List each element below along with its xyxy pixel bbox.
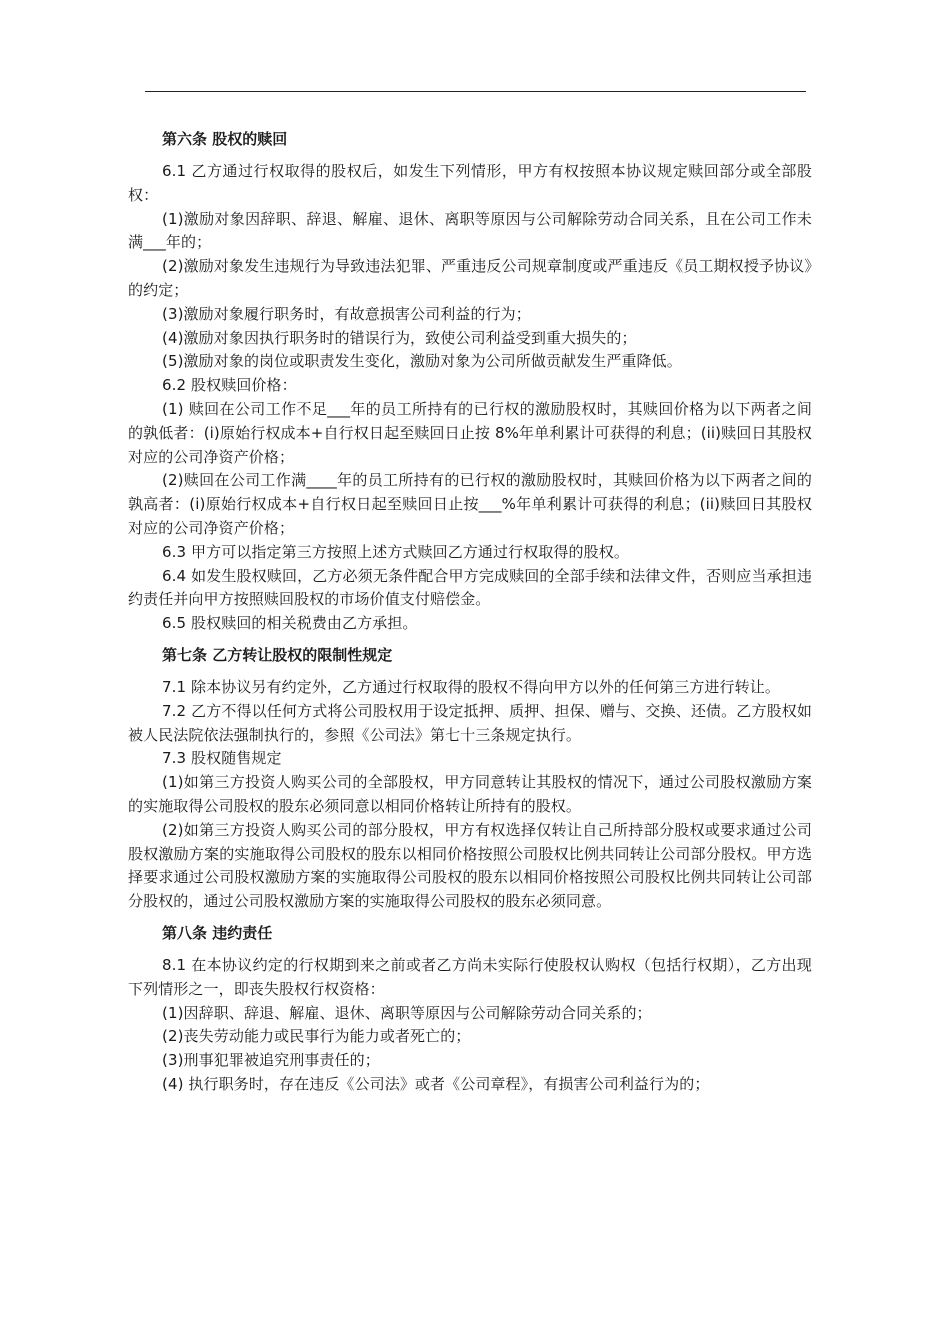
section-spacer	[128, 914, 812, 922]
section-heading: 第六条 股权的赎回	[162, 130, 288, 148]
section-spacer	[128, 636, 812, 644]
paragraph: 7.2 乙方不得以任何方式将公司股权用于设定抵押、质押、担保、赠与、交换、还债。乙方股权如被人民法院依法强制执行的，参照《公司法》第七十三条规定执行。	[128, 701, 812, 744]
paragraph: 7.3 股权随售规定	[162, 749, 282, 768]
paragraph: (2)激励对象发生违规行为导致违法犯罪、严重违反公司规章制度或严重违反《员工期权授予协议》的约定；	[128, 257, 812, 299]
paragraph: 8.1 在本协议约定的行权期到来之前或者乙方尚未实际行使股权认购权（包括行权期），乙方出现下列情形之一，即丧失股权行权资格：	[128, 955, 812, 998]
section-heading: 第七条 乙方转让股权的限制性规定	[162, 645, 393, 664]
paragraph: (4) 执行职务时，存在违反《公司法》或者《公司章程》，有损害公司利益行为的；	[162, 1074, 710, 1093]
paragraph: 6.5 股权赎回的相关税费由乙方承担。	[162, 614, 418, 633]
section-heading: 第八条 违约责任	[162, 923, 273, 942]
paragraph: 7.1 除本协议另有约定外，乙方通过行权取得的股权不得向甲方以外的任何第三方进行转让。	[162, 677, 780, 696]
paragraph: (2)如第三方投资人购买公司的部分股权，甲方有权选择仅转让自己所持部分股权或要求通过公司股权激励方案的实施取得公司股权的股东以相同价格按照公司股权比例共同转让公司部分股权。甲方选择要求通过公司股权激励方案的实施取得公司股权的股东以相同价格按照公司股权比例共同转让公司部分股权的，通过公司股权激励方案的实施取得公司股权的股东必须同意。	[128, 820, 812, 911]
section-7	[128, 644, 812, 914]
paragraph: (2)丧失劳动能力或民事行为能力或者死亡的；	[162, 1027, 471, 1046]
paragraph: (3)刑事犯罪被追究刑事责任的；	[162, 1051, 380, 1070]
paragraph: (5)激励对象的岗位或职责发生变化，激励对象为公司所做贡献发生严重降低。	[162, 352, 682, 371]
paragraph: (2)赎回在公司工作满____年的员工所持有的已行权的激励股权时，其赎回价格为以下两者之间的孰高者：(i)原始行权成本+自行权日起至赎回日止按___%年单利累计可获得的利息；(ii)赎回日其股权对应的公司净资产价格；	[128, 471, 812, 537]
section-8	[128, 922, 812, 1097]
paragraph: (3)激励对象履行职务时，有故意损害公司利益的行为；	[162, 304, 531, 323]
section-6	[128, 128, 812, 636]
paragraph: 6.4 如发生股权赎回，乙方必须无条件配合甲方完成赎回的全部手续和法律文件，否则应当承担违约责任并向甲方按照赎回股权的市场价值支付赔偿金。	[128, 566, 812, 609]
paragraph: 6.2 股权赎回价格：	[162, 376, 297, 395]
paragraph: 6.3 甲方可以指定第三方按照上述方式赎回乙方通过行权取得的股权。	[162, 542, 629, 561]
document-body	[128, 128, 812, 1097]
paragraph: (1) 赎回在公司工作不足___年的员工所持有的已行权的激励股权时，其赎回价格为以下两者之间的孰低者：(i)原始行权成本+自行权日起至赎回日止按 8%年单利累计可获得的利息；(ii)赎回日其股权对应的公司净资产价格；	[128, 399, 812, 466]
paragraph: (1)激励对象因辞职、辞退、解雇、退休、离职等原因与公司解除劳动合同关系，且在公司工作未满___年的；	[128, 209, 812, 252]
paragraph: (4)激励对象因执行职务时的错误行为，致使公司利益受到重大损失的；	[162, 328, 637, 347]
paragraph: (1)如第三方投资人购买公司的全部股权，甲方同意转让其股权的情况下，通过公司股权激励方案的实施取得公司股权的股东必须同意以相同价格转让所持有的股权。	[128, 773, 812, 815]
header-rule	[145, 91, 806, 92]
paragraph: 6.1 乙方通过行权取得的股权后，如发生下列情形，甲方有权按照本协议规定赎回部分或全部股权：	[128, 162, 812, 204]
paragraph: (1)因辞职、辞退、解雇、退休、离职等原因与公司解除劳动合同关系的；	[162, 1003, 652, 1022]
